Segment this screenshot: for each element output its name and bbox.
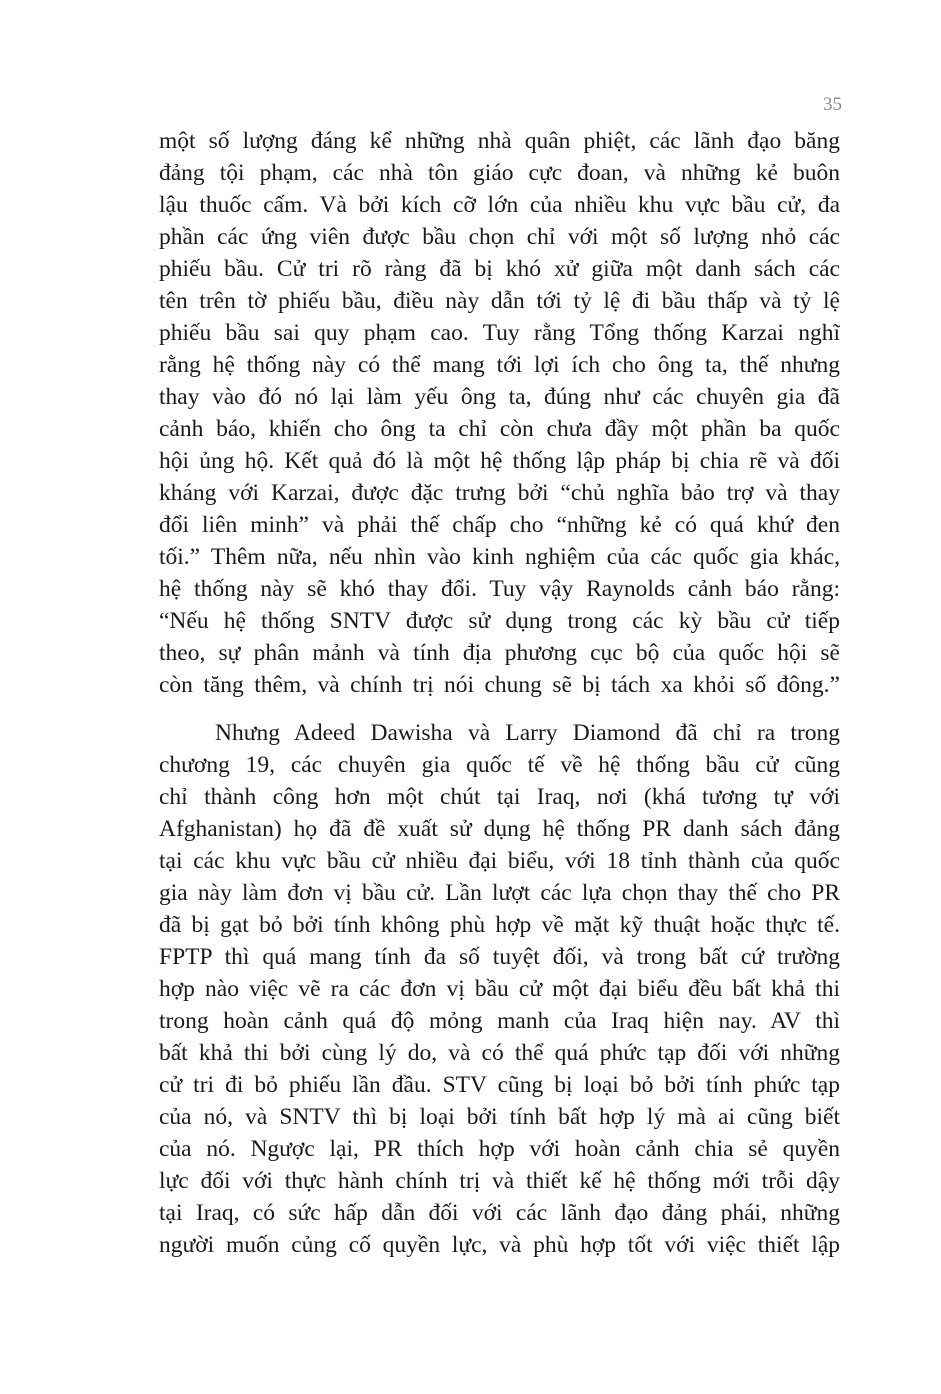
text-line: tối.” Thêm nữa, nếu nhìn vào kinh nghiệm của các quốc gia khác,: [159, 544, 840, 570]
text-line: hợp nào việc vẽ ra các đơn vị bầu cử một đại biểu đều bất khả thi: [159, 976, 840, 1002]
text-line: đảng tội phạm, các nhà tôn giáo cực đoan, và những kẻ buôn: [159, 160, 840, 186]
text-line: kháng với Karzai, được đặc trưng bởi “chủ nghĩa bảo trợ và thay: [159, 480, 840, 506]
text-line: tại Iraq, có sức hấp dẫn đối với các lãnh đạo đảng phái, những: [159, 1200, 840, 1226]
text-line: phiếu bầu. Cử tri rõ ràng đã bị khó xử giữa một danh sách các: [159, 256, 840, 282]
text-line: cảnh báo, khiến cho ông ta chỉ còn chưa đầy một phần ba quốc: [159, 416, 840, 442]
body-text: [159, 125, 840, 1277]
page-number: 35: [823, 94, 842, 115]
text-line: “Nếu hệ thống SNTV được sử dụng trong các kỳ bầu cử tiếp: [159, 608, 840, 634]
text-line: phần các ứng viên được bầu chọn chỉ với một số lượng nhỏ các: [159, 224, 840, 250]
text-line: bất khả thi bởi cùng lý do, và có thể quá phức tạp đối với những: [159, 1040, 840, 1066]
text-line: hệ thống này sẽ khó thay đổi. Tuy vậy Raynolds cảnh báo rằng:: [159, 576, 840, 602]
text-line: thay vào đó nó lại làm yếu ông ta, đúng như các chuyên gia đã: [159, 384, 840, 410]
text-line: đã bị gạt bỏ bởi tính không phù hợp về mặt kỹ thuật hoặc thực tế.: [159, 912, 840, 938]
paragraph: [159, 717, 840, 1261]
text-line: hội ủng hộ. Kết quả đó là một hệ thống lập pháp bị chia rẽ và đối: [159, 448, 840, 474]
text-line: một số lượng đáng kể những nhà quân phiệt, các lãnh đạo băng: [159, 128, 840, 154]
text-line: gia này làm đơn vị bầu cử. Lần lượt các lựa chọn thay thế cho PR: [159, 880, 840, 906]
text-line: cử tri đi bỏ phiếu lần đầu. STV cũng bị loại bỏ bởi tính phức tạp: [159, 1072, 840, 1098]
text-line: trong hoàn cảnh quá độ mỏng manh của Iraq hiện nay. AV thì: [159, 1008, 840, 1034]
paragraph: [159, 125, 840, 701]
text-line: tại các khu vực bầu cử nhiều đại biểu, với 18 tỉnh thành của quốc: [159, 848, 840, 874]
text-line: FPTP thì quá mang tính đa số tuyệt đối, và trong bất cứ trường: [159, 944, 840, 970]
text-line: của nó. Ngược lại, PR thích hợp với hoàn cảnh chia sẻ quyền: [159, 1136, 840, 1162]
text-line: theo, sự phân mảnh và tính địa phương cục bộ của quốc hội sẽ: [159, 640, 840, 666]
text-line: lực đối với thực hành chính trị và thiết kế hệ thống mới trỗi dậy: [159, 1168, 840, 1194]
text-line: đổi liên minh” và phải thế chấp cho “những kẻ có quá khứ đen: [159, 512, 840, 538]
text-line: người muốn củng cố quyền lực, và phù hợp tốt với việc thiết lập: [159, 1232, 840, 1258]
text-line: Afghanistan) họ đã đề xuất sử dụng hệ thống PR danh sách đảng: [159, 816, 840, 842]
text-line: Nhưng Adeed Dawisha và Larry Diamond đã chỉ ra trong: [215, 720, 840, 746]
text-line: còn tăng thêm, và chính trị nói chung sẽ bị tách xa khỏi số đông.”: [159, 672, 840, 698]
text-line: của nó, và SNTV thì bị loại bởi tính bất hợp lý mà ai cũng biết: [159, 1104, 840, 1130]
text-line: lậu thuốc cấm. Và bởi kích cỡ lớn của nhiều khu vực bầu cử, đa: [159, 192, 840, 218]
text-line: phiếu bầu sai quy phạm cao. Tuy rằng Tổng thống Karzai nghĩ: [159, 320, 840, 346]
text-line: rằng hệ thống này có thể mang tới lợi ích cho ông ta, thế nhưng: [159, 352, 840, 378]
text-line: chỉ thành công hơn một chút tại Iraq, nơi (khá tương tự với: [159, 784, 840, 810]
text-line: tên trên tờ phiếu bầu, điều này dẫn tới tỷ lệ đi bầu thấp và tỷ lệ: [159, 288, 840, 314]
text-line: chương 19, các chuyên gia quốc tế về hệ thống bầu cử cũng: [159, 752, 840, 778]
